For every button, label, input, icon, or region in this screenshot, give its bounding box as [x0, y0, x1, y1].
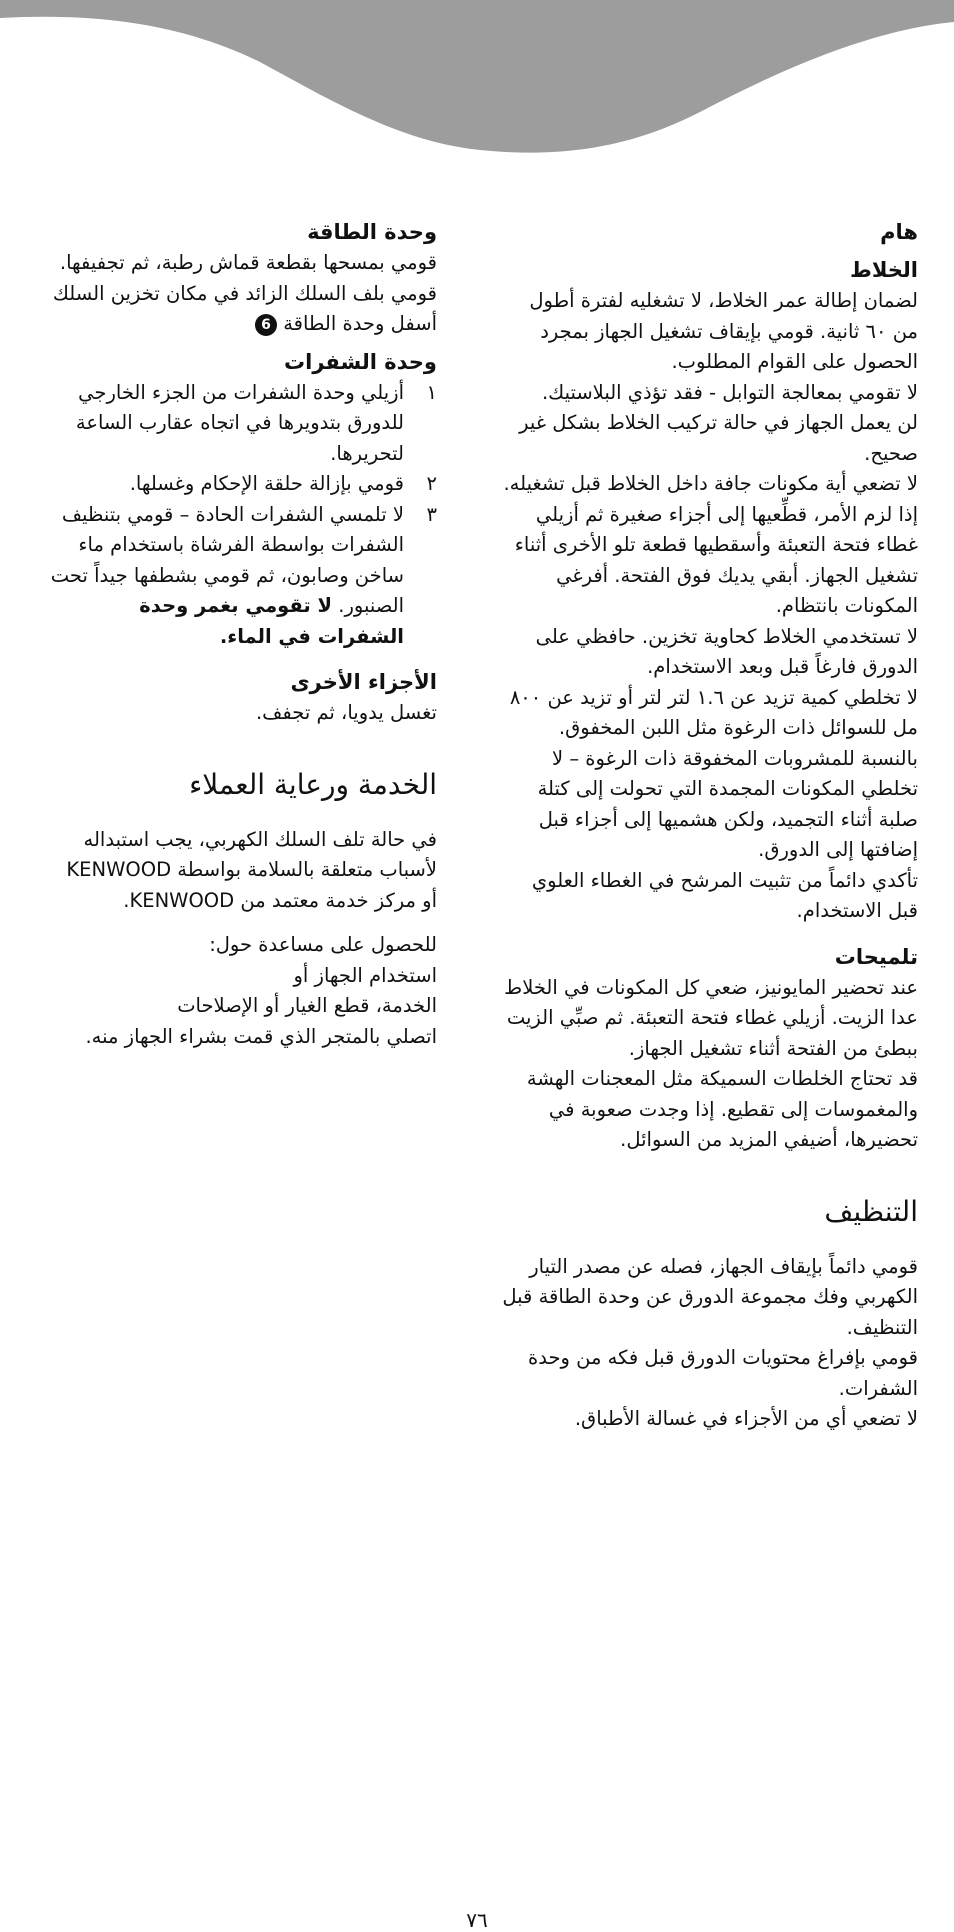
step-text: لا تلمسي الشفرات الحادة – قومي بتنظيف الشفرات بواسطة الفرشاة باستخدام ماء ساخن وصابون، ثم قومي بشطفها جيداً تحت الصنبور.: [50, 502, 404, 617]
blender-para: لضمان إطالة عمر الخلاط، لا تشغليه لفترة أطول من ٦٠ ثانية. قومي بإيقاف تشغيل الجهاز بمجرد الحصول على القوام المطلوب.: [529, 289, 918, 373]
blade-unit-steps: [47, 378, 437, 653]
tips-para: قد تحتاج الخلطات السميكة مثل المعجنات الهشة والمغموسات إلى تقطيع. إذا وجدت صعوبة في تحضيرها، أضيفي المزيد من السوائل.: [526, 1067, 918, 1151]
cleaning-para: لا تضعي أي من الأجزاء في غسالة الأطباق.: [574, 1407, 918, 1430]
cleaning-para: قومي دائماً بإيقاف الجهاز، فصله عن مصدر التيار الكهربي وفك مجموعة الدورق عن وحدة الطاقة قبل التنظيف.: [502, 1254, 918, 1339]
blender-para: لن يعمل الجهاز في حالة تركيب الخلاط بشكل غير صحيح.: [519, 411, 918, 465]
blender-para: لا تستخدمي الخلاط كحاوية تخزين. حافظي على الدورق فارغاً قبل وبعد الاستخدام.: [535, 624, 918, 678]
blender-para: لا تضعي أية مكونات جافة داخل الخلاط قبل تشغيله. إذا لزم الأمر، قطِّعيها إلى أجزاء صغيرة ثم أزيلي غطاء فتحة التعبئة وأسقطيها قطعة تلو الأخرى أثناء تشغيل الجهاز. أبقي يديك فوق الفتحة. أفرغي المكونات بانتظام.: [503, 472, 918, 617]
blender-heading: الخلاط: [850, 258, 918, 282]
tips-para: عند تحضير المايونيز، ضعي كل المكونات في الخلاط عدا الزيت. أزيلي غطاء فتحة التعبئة. ثم صبِّي الزيت ببطئ من الفتحة أثناء تشغيل الجهاز.: [504, 975, 918, 1060]
service-section-title: الخدمة ورعاية العملاء: [189, 767, 437, 801]
service-help-intro: للحصول على مساعدة حول:: [209, 933, 437, 956]
power-unit-para: [47, 279, 437, 340]
blade-unit-heading: وحدة الشفرات: [284, 349, 437, 374]
service-help-line: استخدام الجهاز أو: [293, 963, 437, 987]
blade-step: [47, 378, 437, 470]
blender-para: بالنسبة للمشروبات المخفوقة ذات الرغوة – لا تخلطي المكونات المجمدة التي تحولت إلى كتلة صلبة أثناء التجميد، ولكن هشميها إلى أجزاء قبل إضافتها إلى الدورق.: [537, 746, 918, 861]
step-text: أزيلي وحدة الشفرات من الجزء الخارجي للدورق بتدويرها في اتجاه عقارب الساعة لتحريرها.: [75, 380, 404, 465]
power-unit-para-text: قومي بلف السلك الزائد في مكان تخزين السلك أسفل وحدة الطاقة: [52, 281, 437, 335]
cleaning-section-title: التنظيف: [824, 1194, 918, 1228]
other-parts-heading: الأجزاء الأخرى: [290, 670, 437, 694]
step-warning-bold: لا تقومي بغمر وحدة الشفرات في الماء.: [139, 594, 404, 648]
callout-number-badge: 6: [255, 314, 277, 336]
blender-para: تأكدي دائماً من تثبيت المرشح في الغطاء العلوي قبل الاستخدام.: [531, 868, 918, 922]
header-wave-decoration: [0, 0, 954, 160]
left-column: [47, 216, 437, 1052]
step-number: ٢: [426, 472, 437, 495]
service-help-line: اتصلي بالمتجر الذي قمت بشراء الجهاز منه.: [85, 1024, 437, 1048]
step-number: ١: [426, 380, 437, 404]
blade-step: [47, 469, 437, 500]
blender-para: لا تقومي بمعالجة التوابل - فقد تؤذي البلاستيك.: [541, 380, 918, 404]
service-para: في حالة تلف السلك الكهربي، يجب استبداله لأسباب متعلقة بالسلامة بواسطة KENWOOD أو مركز خدمة معتمد من KENWOOD.: [66, 827, 437, 912]
blender-para: لا تخلطي كمية تزيد عن ١.٦ لتر لتر أو تزيد عن ٨٠٠ مل للسوائل ذات الرغوة مثل اللبن المخفوق.: [509, 685, 918, 739]
step-text: قومي بإزالة حلقة الإحكام وغسلها.: [129, 472, 404, 495]
power-unit-para: قومي بمسحها بقطعة قماش رطبة، ثم تجفيفها.: [59, 251, 437, 274]
other-parts-para: تغسل يدويا، ثم تجفف.: [255, 701, 437, 724]
important-heading: هام: [880, 220, 918, 244]
step-number: ٣: [426, 502, 437, 526]
right-column: [498, 216, 918, 1435]
tips-heading: تلميحات: [834, 944, 918, 969]
power-unit-heading: وحدة الطاقة: [307, 220, 437, 244]
blade-step: [47, 500, 437, 653]
service-help-line: الخدمة، قطع الغيار أو الإصلاحات: [177, 994, 437, 1017]
page-number: ٧٦: [466, 1908, 488, 1932]
cleaning-para: قومي بإفراغ محتويات الدورق قبل فكه من وحدة الشفرات.: [528, 1346, 918, 1400]
